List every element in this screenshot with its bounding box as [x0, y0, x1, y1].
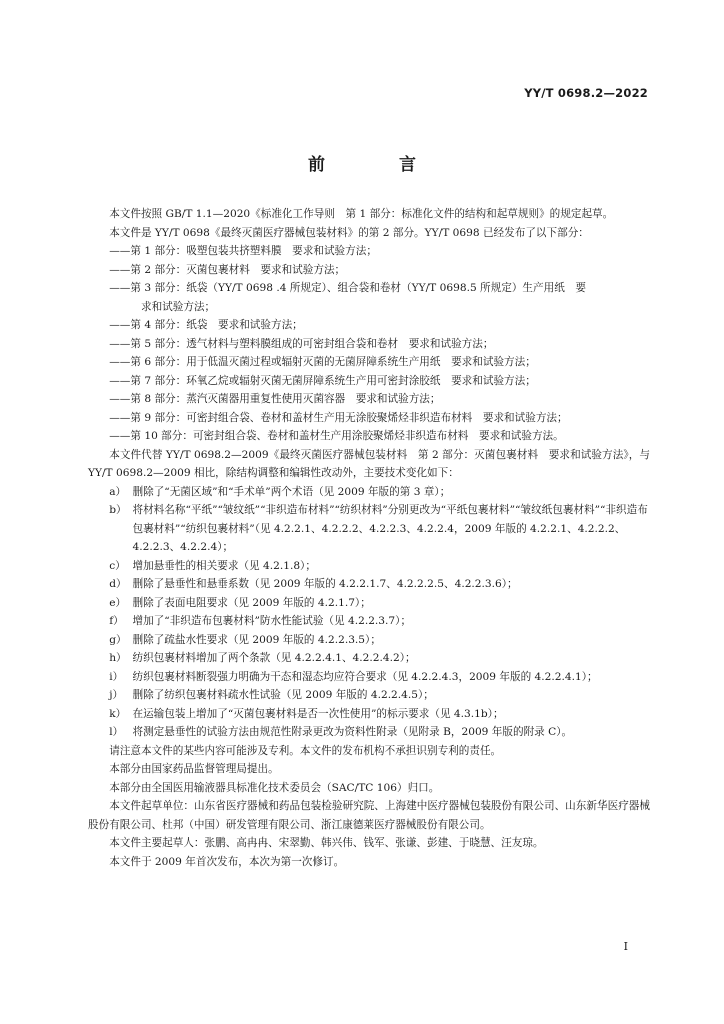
standard-number: YY/T 0698.2—2022 [524, 86, 648, 100]
change-list-item [88, 631, 650, 650]
part-list-item: ——第 5 部分：透气材料与塑料膜组成的可密封组合袋和卷材 要求和试验方法； [109, 337, 494, 350]
change-list-item [88, 686, 650, 705]
page-title: 前 言 [308, 155, 450, 175]
change-marker: i） [109, 670, 124, 683]
change-list-item [88, 501, 650, 557]
change-list-item [88, 483, 650, 502]
part-list-item: ——第 6 部分：用于低温灭菌过程或辐射灭菌的无菌屏障系统生产用纸 要求和试验方法； [109, 356, 536, 368]
change-marker: e） [109, 596, 127, 609]
change-marker: h） [109, 652, 127, 664]
change-marker: c） [109, 559, 126, 572]
document-body [88, 205, 650, 871]
change-text: 将测定悬垂性的试验方法由规范性附录更改为资料性附录（见附录 B，2009 年版的附录 C）。 [132, 726, 573, 738]
change-text: 增加悬垂性的相关要求（见 4.2.1.8）； [132, 559, 316, 572]
change-text: 在运输包装上增加了“灭菌包裹材料是否一次性使用”的标示要求（见 4.3.1b）； [132, 707, 504, 720]
change-text: 删除了疏盐水性要求（见 2009 年版的 4.2.2.3.5）； [132, 633, 381, 646]
paragraph-replaces: 本文件代替 YY/T 0698.2—2009《最终灭菌医疗器械包装材料 第 2 部分：灭菌包裹材料 要求和试验方法》，与 YY/T 0698.2—2009 相比，除结构调整和编辑性改动外，主要技术变化如下： [88, 448, 650, 479]
paragraph-drafting-rules: 本文件按照 GB/T 1.1—2020《标准化工作导则 第 1 部分：标准化文件的结构和起草规则》的规定起草。 [109, 208, 614, 220]
change-list-item [88, 723, 650, 742]
change-text: 纺织包裹材料断裂强力明确为干态和湿态均应符合要求（见 4.2.2.4.3，2009 年版的 4.2.2.4.1）； [132, 670, 598, 683]
change-marker: g） [109, 633, 127, 646]
part-list-item [88, 279, 650, 316]
change-marker: j） [109, 689, 124, 701]
part-list-item-text: ——第 3 部分：纸袋（YY/T 0698 .4 所规定）、组合袋和卷材（YY/T 0698.5 所规定）生产用纸 要 [109, 282, 586, 294]
change-text: 将材料名称“平纸”“皱纹纸”“非织造布材料”“纺织材料”分别更改为“平纸包裹材料”“皱纹纸包裹材料”“非织造布包裹材料”“纺织包裹材料”（见 4.2.2.1、4.2.2.2、4.2.2.3、4.2.2.4，2009 年版的 4.2.2.1、4.2.2.2、4.2.2.3、4.2.2.4）； [132, 504, 648, 553]
change-list-item [88, 575, 650, 594]
part-list-item: ——第 2 部分：灭菌包裹材料 要求和试验方法； [109, 263, 346, 276]
paragraph-history: 本文件于 2009 年首次发布，本次为第一次修订。 [109, 855, 345, 868]
change-list-item [88, 649, 650, 668]
change-marker: b） [109, 504, 127, 516]
change-list-item [88, 594, 650, 613]
page-number: I [623, 940, 628, 953]
change-list-item [88, 612, 650, 631]
change-text: 删除了悬垂性和悬垂系数（见 2009 年版的 4.2.2.1.7、4.2.2.2.5、4.2.2.3.6）； [132, 578, 518, 590]
part-list-item: ——第 8 部分：蒸汽灭菌器用重复性使用灭菌容器 要求和试验方法； [109, 393, 441, 405]
change-marker: a） [109, 485, 127, 498]
part-list-item: ——第 10 部分：可密封组合袋、卷材和盖材生产用涂胶聚烯烃非织造布材料 要求和试验方法。 [109, 430, 564, 442]
change-marker: f） [109, 615, 124, 627]
change-text: 删除了表面电阻要求（见 2009 年版的 4.2.1.7）； [132, 596, 371, 609]
change-text: 增加了“非织造布包裹材料”防水性能试验（见 4.2.2.3.7）； [132, 615, 412, 627]
change-text: 纺织包裹材料增加了两个条款（见 4.2.2.4.1、4.2.2.4.2）； [132, 652, 416, 664]
change-text: 删除了纺织包裹材料疏水性试验（见 2009 年版的 4.2.2.4.5）； [132, 689, 434, 701]
part-list-item: ——第 9 部分：可密封组合袋、卷材和盖材生产用无涂胶聚烯烃非织造布材料 要求和试验方法； [109, 411, 568, 424]
part-list-item: ——第 7 部分：环氧乙烷或辐射灭菌无菌屏障系统生产用可密封涂胶纸 要求和试验方法； [109, 374, 536, 387]
change-text: 删除了“无菌区域”和“手术单”两个术语（见 2009 年版的第 3 章）； [132, 485, 451, 498]
change-list-item [88, 557, 650, 576]
paragraph-patent-notice: 请注意本文件的某些内容可能涉及专利。本文件的发布机构不承担识别专利的责任。 [109, 744, 502, 757]
change-marker: d） [109, 578, 127, 590]
paragraph-proposed-by: 本部分由国家药品监督管理局提出。 [109, 763, 279, 775]
paragraph-drafting-units: 本文件起草单位：山东省医疗器械和药品包装检验研究院、上海建中医疗器械包装股份有限公司、山东新华医疗器械股份有限公司、杜邦（中国）研发管理有限公司、浙江康德莱医疗器械股份有限公司。 [88, 800, 650, 831]
change-list-item [88, 705, 650, 724]
part-list-item: ——第 4 部分：纸袋 要求和试验方法； [109, 319, 303, 331]
change-marker: l） [109, 726, 124, 738]
paragraph-drafters: 本文件主要起草人：张鹏、高冉冉、宋翠勤、韩兴伟、钱军、张谦、彭建、于晓慧、汪友琼。 [109, 837, 544, 849]
change-list-item [88, 668, 650, 687]
part-list-item: ——第 1 部分：吸塑包装共挤塑料膜 要求和试验方法； [109, 245, 377, 257]
paragraph-series-intro: 本文件是 YY/T 0698《最终灭菌医疗器械包装材料》的第 2 部分。YY/T 0698 已经发布了以下部分： [109, 226, 589, 239]
paragraph-centralized-by: 本部分由全国医用输液器具标准化技术委员会（SAC/TC 106）归口。 [109, 781, 440, 794]
change-marker: k） [109, 707, 127, 720]
part-list-item-continuation: 求和试验方法； [140, 300, 216, 313]
